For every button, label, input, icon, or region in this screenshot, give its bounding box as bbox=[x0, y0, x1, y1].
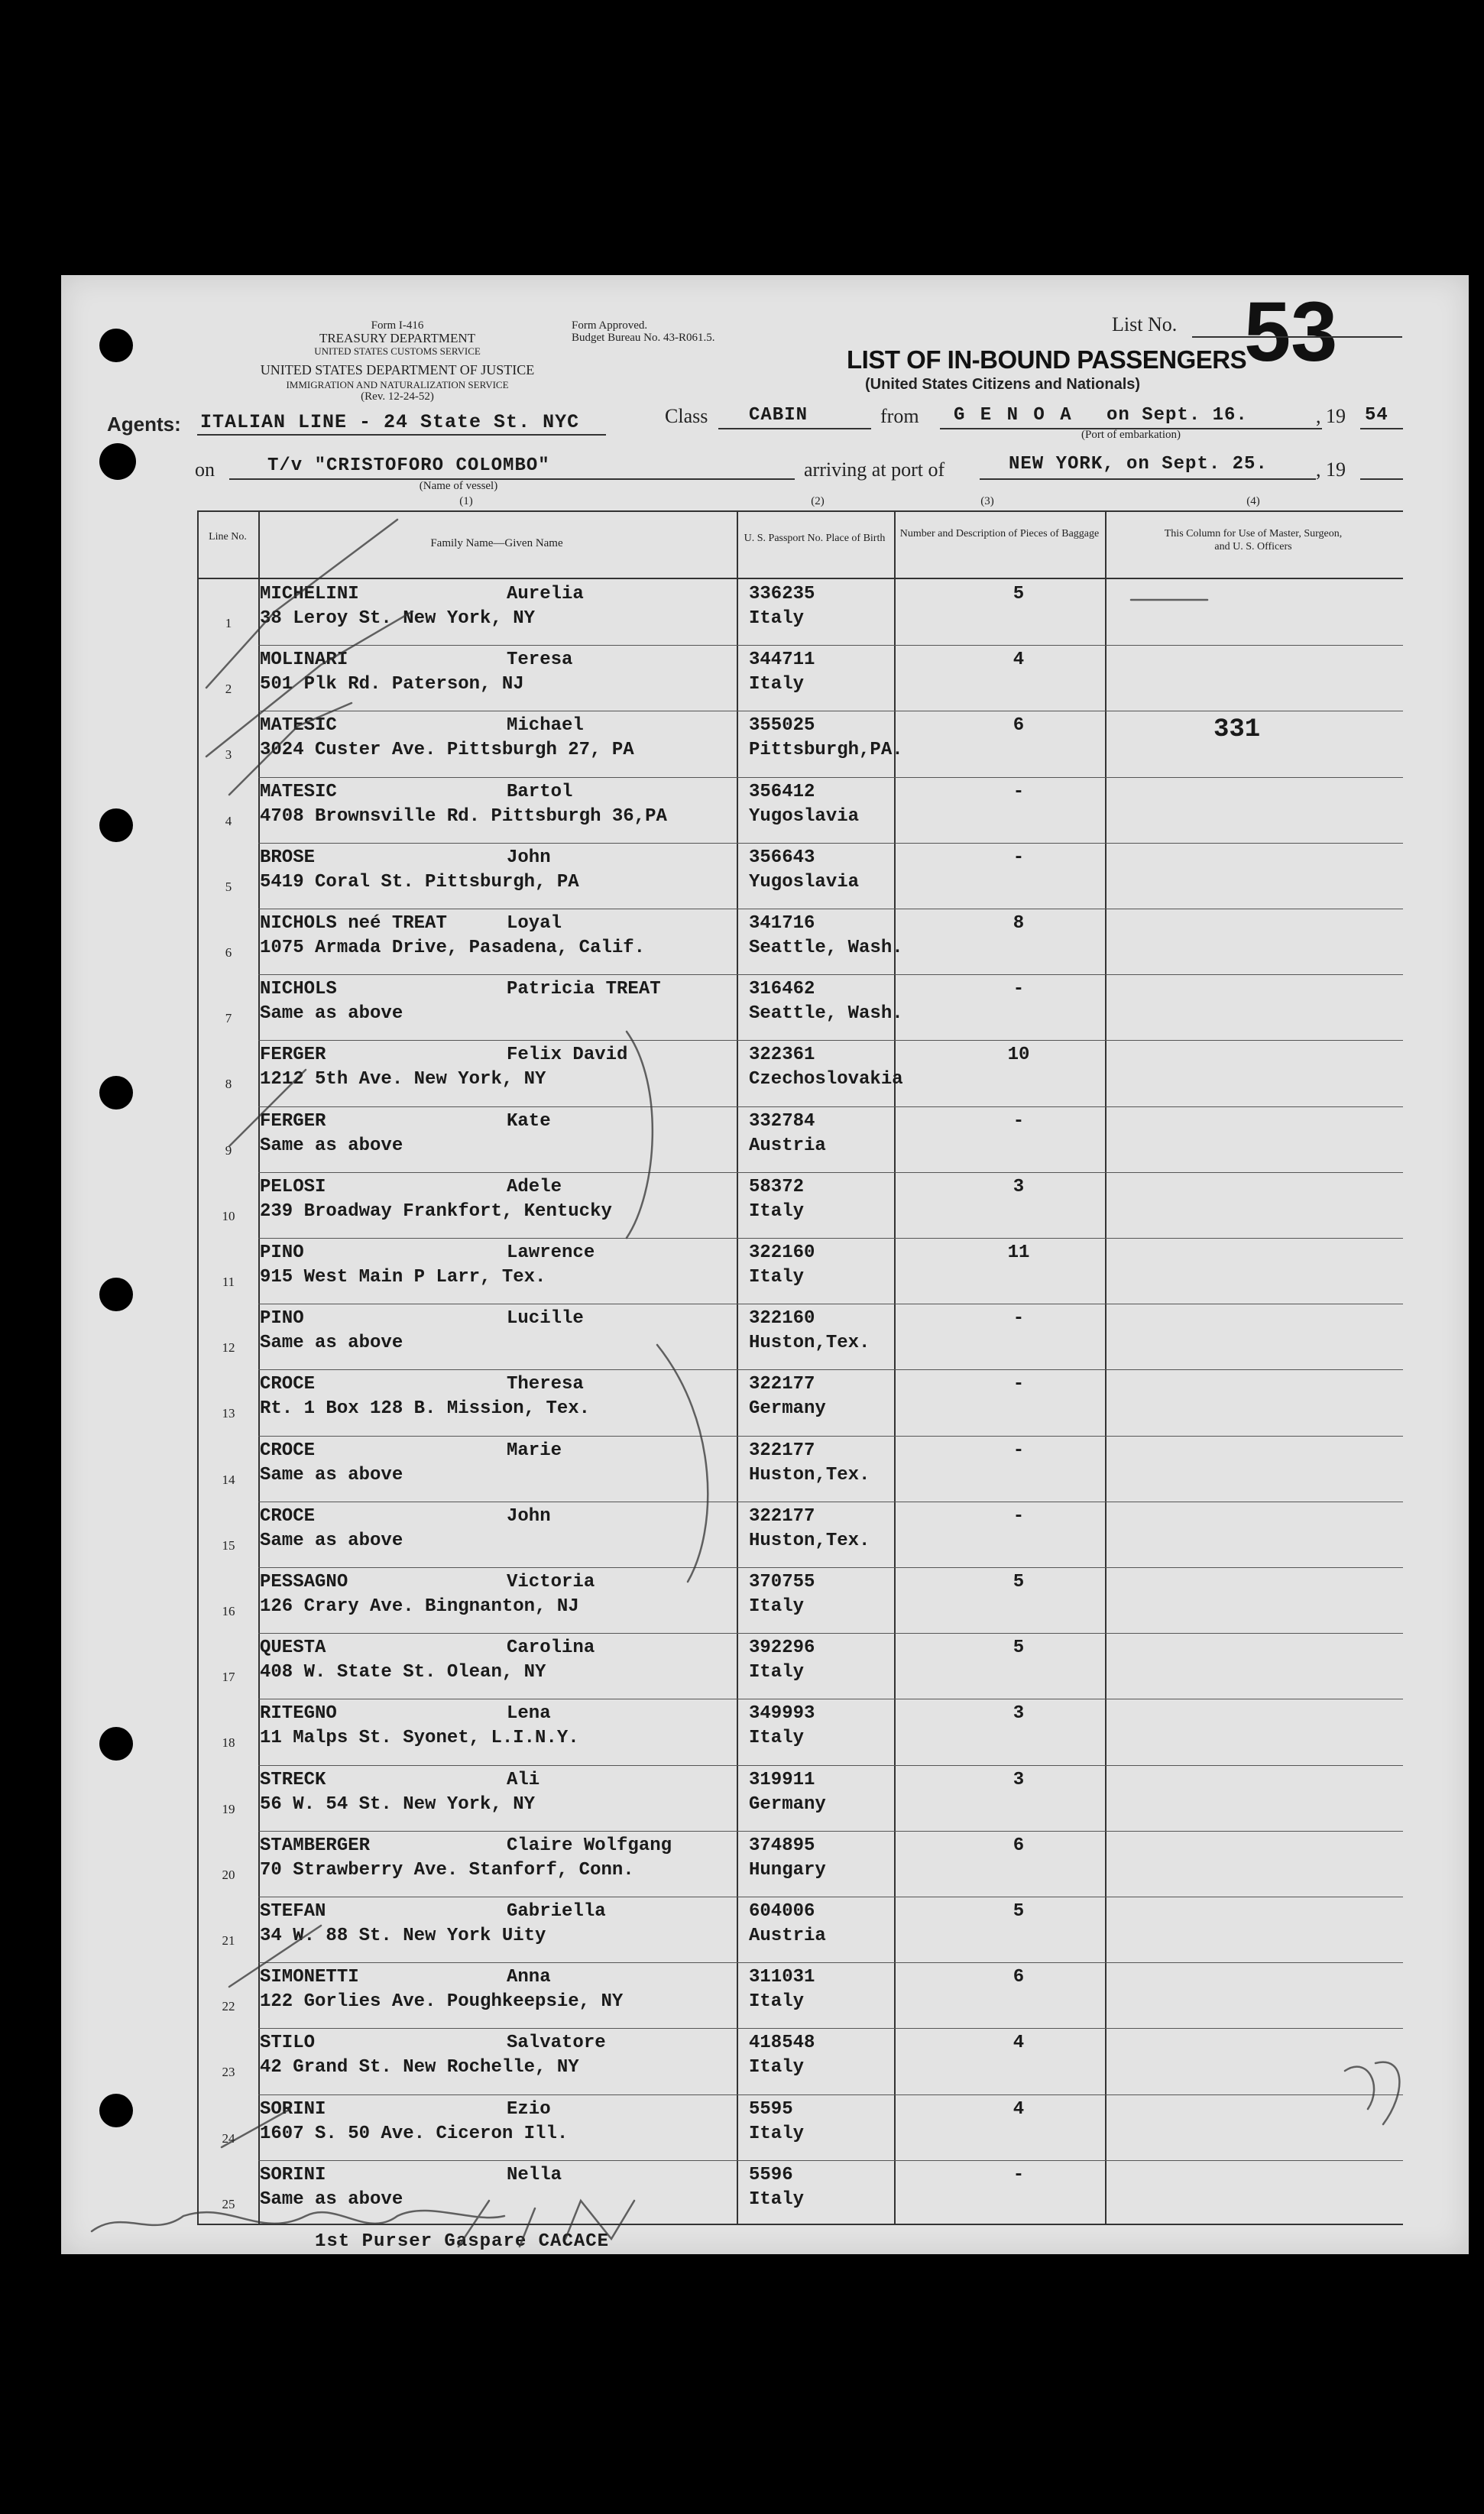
arrival-port-date: NEW YORK, on Sept. 25. bbox=[1009, 454, 1268, 475]
line-number: 11 bbox=[222, 1275, 235, 1289]
baggage-count: 4 bbox=[1013, 2098, 1025, 2120]
place-of-birth: Germany bbox=[749, 1398, 826, 1420]
line-number: 21 bbox=[222, 1933, 235, 1948]
list-title: LIST OF IN-BOUND PASSENGERS bbox=[847, 345, 1247, 374]
place-of-birth: Austria bbox=[749, 1926, 826, 1946]
table-row bbox=[197, 1633, 1405, 1699]
given-name: Aurelia bbox=[507, 584, 584, 604]
family-name: CROCE bbox=[260, 1505, 316, 1527]
class-value: CABIN bbox=[749, 405, 808, 426]
officer-note: 331 bbox=[1213, 715, 1261, 745]
family-name: SORINI bbox=[260, 2164, 326, 2185]
passport-number: 355025 bbox=[749, 715, 815, 737]
table-row bbox=[197, 711, 1405, 776]
given-name: Michael bbox=[507, 715, 584, 737]
table-row bbox=[197, 843, 1405, 909]
col-1-number: (1) bbox=[459, 495, 473, 507]
table-row bbox=[197, 1238, 1405, 1304]
table-row bbox=[197, 1699, 1405, 1764]
line-number: 10 bbox=[222, 1208, 235, 1223]
baggage-header: Number and Description of Pieces of Baggage bbox=[899, 528, 1100, 539]
given-name: Salvatore bbox=[507, 2033, 606, 2054]
place-of-birth: Huston,Tex. bbox=[749, 1464, 870, 1485]
given-name: Teresa bbox=[507, 650, 573, 671]
line-number: 17 bbox=[222, 1670, 235, 1685]
family-name: FERGER bbox=[260, 1110, 326, 1132]
justice-label: UNITED STATES DEPARTMENT OF JUSTICE bbox=[260, 362, 535, 377]
address: 915 West Main P Larr, Tex. bbox=[260, 1267, 546, 1288]
officers-header: This Column for Use of Master, Surgeon, and U. S. Officers bbox=[1164, 528, 1343, 552]
family-name: STRECK bbox=[260, 1769, 326, 1790]
passport-number: 332784 bbox=[749, 1110, 815, 1132]
passport-number: 5596 bbox=[749, 2164, 793, 2185]
punch-hole bbox=[99, 1076, 133, 1110]
line-number: 7 bbox=[225, 1011, 232, 1026]
line-number: 9 bbox=[225, 1142, 232, 1158]
list-subtitle: (United States Citizens and Nationals) bbox=[865, 376, 1141, 393]
family-name: MATESIC bbox=[260, 715, 337, 737]
line-number: 22 bbox=[222, 1999, 235, 2014]
given-name: Carolina bbox=[507, 1638, 595, 1659]
address: 501 Plk Rd. Paterson, NJ bbox=[260, 674, 524, 695]
address: 70 Strawberry Ave. Stanforf, Conn. bbox=[260, 1859, 634, 1881]
table-row bbox=[197, 645, 1405, 711]
family-name: CROCE bbox=[260, 1440, 316, 1461]
agents-label: Agents: bbox=[107, 413, 181, 436]
line-number: 13 bbox=[222, 1406, 235, 1421]
table-row bbox=[197, 909, 1405, 974]
passport-number: 322361 bbox=[749, 1045, 815, 1066]
baggage-count: - bbox=[1013, 1505, 1025, 1527]
from-date: on Sept. 16. bbox=[1107, 405, 1248, 426]
address: Same as above bbox=[260, 2188, 403, 2210]
given-name: Loyal bbox=[507, 913, 562, 934]
family-name: PELOSI bbox=[260, 1176, 326, 1197]
given-name: Bartol bbox=[507, 781, 573, 802]
line-number: 16 bbox=[222, 1604, 235, 1618]
passport-number: 341716 bbox=[749, 913, 815, 934]
passport-number: 392296 bbox=[749, 1638, 815, 1659]
place-of-birth: Yugoslavia bbox=[749, 871, 860, 893]
table-row bbox=[197, 1369, 1405, 1435]
line-no-header: Line No. bbox=[209, 531, 247, 543]
given-name: John bbox=[507, 847, 551, 868]
baggage-count: 10 bbox=[1007, 1045, 1030, 1066]
address: 11 Malps St. Syonet, L.I.N.Y. bbox=[260, 1728, 579, 1749]
family-name: BROSE bbox=[260, 847, 316, 868]
place-of-birth: Pittsburgh,PA. bbox=[749, 740, 903, 761]
table-row bbox=[197, 1106, 1405, 1172]
passport-number: 322160 bbox=[749, 1308, 815, 1330]
given-name: Theresa bbox=[507, 1374, 584, 1395]
baggage-count: 4 bbox=[1013, 2033, 1025, 2054]
punch-hole bbox=[99, 443, 136, 480]
col-2-number: (2) bbox=[811, 495, 825, 507]
place-of-birth: Huston,Tex. bbox=[749, 1333, 870, 1354]
place-of-birth: Italy bbox=[749, 1662, 805, 1683]
passport-number: 374895 bbox=[749, 1835, 815, 1856]
treasury-label: TREASURY DEPARTMENT bbox=[319, 331, 476, 345]
passport-number: 5595 bbox=[749, 2098, 793, 2120]
address: 1075 Armada Drive, Pasadena, Calif. bbox=[260, 938, 646, 958]
given-name: John bbox=[507, 1505, 551, 1527]
form-number: Form I-416 bbox=[371, 319, 424, 332]
line-number: 24 bbox=[222, 2130, 235, 2146]
passport-number: 418548 bbox=[749, 2033, 815, 2054]
place-of-birth: Italy bbox=[749, 1267, 805, 1288]
place-of-birth: Huston,Tex. bbox=[749, 1530, 870, 1551]
family-name: QUESTA bbox=[260, 1638, 326, 1659]
address: Same as above bbox=[260, 1135, 403, 1156]
baggage-count: - bbox=[1013, 1440, 1025, 1461]
address: 126 Crary Ave. Bingnanton, NJ bbox=[260, 1596, 579, 1617]
year2-label: , 19 bbox=[1316, 458, 1346, 481]
passport-number: 336235 bbox=[749, 584, 815, 604]
address: 56 W. 54 St. New York, NY bbox=[260, 1793, 536, 1815]
address: 4708 Brownsville Rd. Pittsburgh 36,PA bbox=[260, 805, 667, 827]
given-name: Ali bbox=[507, 1769, 540, 1790]
given-name: Kate bbox=[507, 1110, 551, 1132]
ins-label: IMMIGRATION AND NATURALIZATION SERVICE bbox=[286, 379, 509, 390]
line-number: 8 bbox=[225, 1077, 232, 1092]
address: 34 W. 88 St. New York Uity bbox=[260, 1926, 546, 1946]
name-header: Family Name—Given Name bbox=[430, 537, 563, 549]
passport-number: 311031 bbox=[749, 1967, 815, 1988]
passport-number: 356412 bbox=[749, 781, 815, 802]
baggage-count: 5 bbox=[1013, 584, 1025, 604]
address: 5419 Coral St. Pittsburgh, PA bbox=[260, 871, 579, 893]
table-row bbox=[197, 1897, 1405, 1962]
place-of-birth: Italy bbox=[749, 2123, 805, 2144]
given-name: Patricia TREAT bbox=[507, 979, 661, 1000]
table-row bbox=[197, 2094, 1405, 2160]
punch-hole bbox=[99, 808, 133, 842]
family-name: MATESIC bbox=[260, 781, 337, 802]
passport-number: 316462 bbox=[749, 979, 815, 1000]
baggage-count: - bbox=[1013, 1110, 1025, 1132]
table-row bbox=[197, 1040, 1405, 1106]
baggage-count: - bbox=[1013, 2164, 1025, 2185]
on-label: on bbox=[195, 458, 215, 481]
passport-number: 349993 bbox=[749, 1703, 815, 1725]
family-name: PINO bbox=[260, 1308, 304, 1330]
address: 122 Gorlies Ave. Poughkeepsie, NY bbox=[260, 1991, 624, 2013]
revision-label: (Rev. 12-24-52) bbox=[361, 390, 434, 403]
address: 3024 Custer Ave. Pittsburgh 27, PA bbox=[260, 740, 634, 761]
family-name: STAMBERGER bbox=[260, 1835, 371, 1856]
table-row bbox=[197, 1765, 1405, 1831]
family-name: SIMONETTI bbox=[260, 1967, 359, 1988]
family-name: MOLINARI bbox=[260, 650, 348, 671]
passport-number: 319911 bbox=[749, 1769, 815, 1790]
address: Same as above bbox=[260, 1333, 403, 1354]
agents-value: ITALIAN LINE - 24 State St. NYC bbox=[200, 411, 580, 433]
address: 1212 5th Ave. New York, NY bbox=[260, 1069, 546, 1090]
baggage-count: 6 bbox=[1013, 1835, 1025, 1856]
table-row bbox=[197, 2028, 1405, 2094]
given-name: Marie bbox=[507, 1440, 562, 1461]
given-name: Nella bbox=[507, 2164, 562, 2185]
from-port: G E N O A bbox=[954, 405, 1074, 426]
table-row bbox=[197, 974, 1405, 1040]
arriving-label: arriving at port of bbox=[804, 458, 945, 481]
given-name: Ezio bbox=[507, 2098, 551, 2120]
place-of-birth: Yugoslavia bbox=[749, 805, 860, 827]
table-row bbox=[197, 1567, 1405, 1633]
place-of-birth: Italy bbox=[749, 1596, 805, 1617]
purser-signature: 1st Purser Gaspare CACACE bbox=[315, 2231, 610, 2252]
punch-hole bbox=[99, 1727, 133, 1761]
given-name: Felix David bbox=[507, 1045, 628, 1066]
passport-number: 322177 bbox=[749, 1505, 815, 1527]
passport-header: U. S. Passport No. Place of Birth bbox=[744, 533, 886, 544]
baggage-count: 5 bbox=[1013, 1901, 1025, 1922]
line-number: 12 bbox=[222, 1340, 235, 1356]
baggage-count: 3 bbox=[1013, 1769, 1025, 1790]
given-name: Adele bbox=[507, 1176, 562, 1197]
family-name: FERGER bbox=[260, 1045, 326, 1066]
baggage-count: - bbox=[1013, 847, 1025, 868]
place-of-birth: Italy bbox=[749, 1200, 805, 1222]
passport-number: 322177 bbox=[749, 1440, 815, 1461]
baggage-count: - bbox=[1013, 1308, 1025, 1330]
place-of-birth: Hungary bbox=[749, 1859, 826, 1881]
family-name: PINO bbox=[260, 1242, 304, 1263]
place-of-birth: Italy bbox=[749, 608, 805, 629]
given-name: Gabriella bbox=[507, 1901, 606, 1922]
family-name: NICHOLS bbox=[260, 979, 337, 1000]
form-approved: Form Approved. bbox=[572, 319, 648, 332]
family-name: PESSAGNO bbox=[260, 1572, 348, 1592]
line-number: 2 bbox=[225, 682, 232, 697]
table-row bbox=[197, 579, 1405, 645]
line-number: 3 bbox=[225, 747, 232, 763]
line-number: 6 bbox=[225, 945, 232, 960]
embark-caption: (Port of embarkation) bbox=[1081, 429, 1181, 441]
punch-hole bbox=[99, 329, 133, 362]
from-label: from bbox=[880, 405, 919, 427]
passport-number: 356643 bbox=[749, 847, 815, 868]
punch-hole bbox=[99, 2094, 133, 2127]
passport-number: 604006 bbox=[749, 1901, 815, 1922]
family-name: RITEGNO bbox=[260, 1703, 337, 1725]
baggage-count: 11 bbox=[1007, 1242, 1030, 1263]
vessel-name: T/v "CRISTOFORO COLOMBO" bbox=[267, 455, 550, 476]
baggage-count: 5 bbox=[1013, 1638, 1025, 1659]
line-number: 5 bbox=[225, 879, 232, 894]
baggage-count: 8 bbox=[1013, 913, 1025, 934]
table-row bbox=[197, 1502, 1405, 1567]
table-row bbox=[197, 1831, 1405, 1897]
place-of-birth: Italy bbox=[749, 1991, 805, 2013]
col-4-number: (4) bbox=[1246, 495, 1260, 507]
table-row bbox=[197, 777, 1405, 843]
line-number: 15 bbox=[222, 1537, 235, 1553]
given-name: Lawrence bbox=[507, 1242, 595, 1263]
year-label: , 19 bbox=[1316, 405, 1346, 427]
given-name: Lena bbox=[507, 1703, 551, 1725]
table-row bbox=[197, 1172, 1405, 1238]
year-value: 54 bbox=[1365, 405, 1388, 426]
address: 408 W. State St. Olean, NY bbox=[260, 1662, 546, 1683]
place-of-birth: Italy bbox=[749, 2188, 805, 2210]
address: 42 Grand St. New Rochelle, NY bbox=[260, 2057, 579, 2078]
baggage-count: - bbox=[1013, 1374, 1025, 1395]
line-number: 14 bbox=[222, 1472, 235, 1487]
baggage-count: 6 bbox=[1013, 1967, 1025, 1988]
given-name: Victoria bbox=[507, 1572, 595, 1592]
table-row bbox=[197, 1304, 1405, 1369]
address: Rt. 1 Box 128 B. Mission, Tex. bbox=[260, 1398, 591, 1420]
place-of-birth: Austria bbox=[749, 1135, 826, 1156]
place-of-birth: Italy bbox=[749, 1728, 805, 1749]
customs-label: UNITED STATES CUSTOMS SERVICE bbox=[314, 345, 481, 357]
list-no-label: List No. bbox=[1112, 313, 1178, 335]
address: 239 Broadway Frankfort, Kentucky bbox=[260, 1200, 612, 1222]
budget-bureau: Budget Bureau No. 43-R061.5. bbox=[572, 332, 715, 344]
passport-number: 344711 bbox=[749, 650, 815, 671]
baggage-count: 3 bbox=[1013, 1176, 1025, 1197]
line-number: 4 bbox=[225, 813, 232, 828]
place-of-birth: Italy bbox=[749, 674, 805, 695]
given-name: Claire Wolfgang bbox=[507, 1835, 672, 1856]
col-3-number: (3) bbox=[980, 495, 994, 507]
place-of-birth: Czechoslovakia bbox=[749, 1069, 903, 1090]
baggage-count: - bbox=[1013, 979, 1025, 1000]
line-number: 23 bbox=[222, 2065, 235, 2080]
table-row bbox=[197, 1962, 1405, 2028]
baggage-count: 4 bbox=[1013, 650, 1025, 671]
table-row bbox=[197, 2160, 1405, 2226]
class-label: Class bbox=[665, 405, 708, 427]
given-name: Anna bbox=[507, 1967, 551, 1988]
baggage-count: 3 bbox=[1013, 1703, 1025, 1725]
family-name: CROCE bbox=[260, 1374, 316, 1395]
vessel-caption: (Name of vessel) bbox=[419, 480, 498, 492]
family-name: STILO bbox=[260, 2033, 316, 2054]
line-number: 25 bbox=[222, 2196, 235, 2211]
address: Same as above bbox=[260, 1530, 403, 1551]
place-of-birth: Italy bbox=[749, 2057, 805, 2078]
line-number: 20 bbox=[222, 1867, 235, 1882]
punch-hole bbox=[99, 1278, 133, 1311]
address: 38 Leroy St. New York, NY bbox=[260, 608, 536, 629]
address: Same as above bbox=[260, 1003, 403, 1025]
address: 1607 S. 50 Ave. Ciceron Ill. bbox=[260, 2123, 569, 2144]
family-name: MICHELINI bbox=[260, 584, 359, 604]
baggage-count: - bbox=[1013, 781, 1025, 802]
address: Same as above bbox=[260, 1464, 403, 1485]
passport-number: 322160 bbox=[749, 1242, 815, 1263]
family-name: SORINI bbox=[260, 2098, 326, 2120]
line-number: 19 bbox=[222, 1801, 235, 1816]
line-number: 1 bbox=[225, 616, 232, 630]
baggage-count: 5 bbox=[1013, 1572, 1025, 1592]
passport-number: 322177 bbox=[749, 1374, 815, 1395]
place-of-birth: Seattle, Wash. bbox=[749, 1003, 903, 1025]
passport-number: 370755 bbox=[749, 1572, 815, 1592]
family-name: NICHOLS neé TREAT bbox=[260, 913, 447, 934]
place-of-birth: Seattle, Wash. bbox=[749, 938, 903, 958]
baggage-count: 6 bbox=[1013, 715, 1025, 737]
place-of-birth: Germany bbox=[749, 1793, 826, 1815]
list-number: 53 bbox=[1244, 285, 1338, 379]
line-number: 18 bbox=[222, 1735, 235, 1751]
given-name: Lucille bbox=[507, 1308, 584, 1330]
family-name: STEFAN bbox=[260, 1901, 326, 1922]
table-row bbox=[197, 1436, 1405, 1502]
passport-number: 58372 bbox=[749, 1176, 805, 1197]
